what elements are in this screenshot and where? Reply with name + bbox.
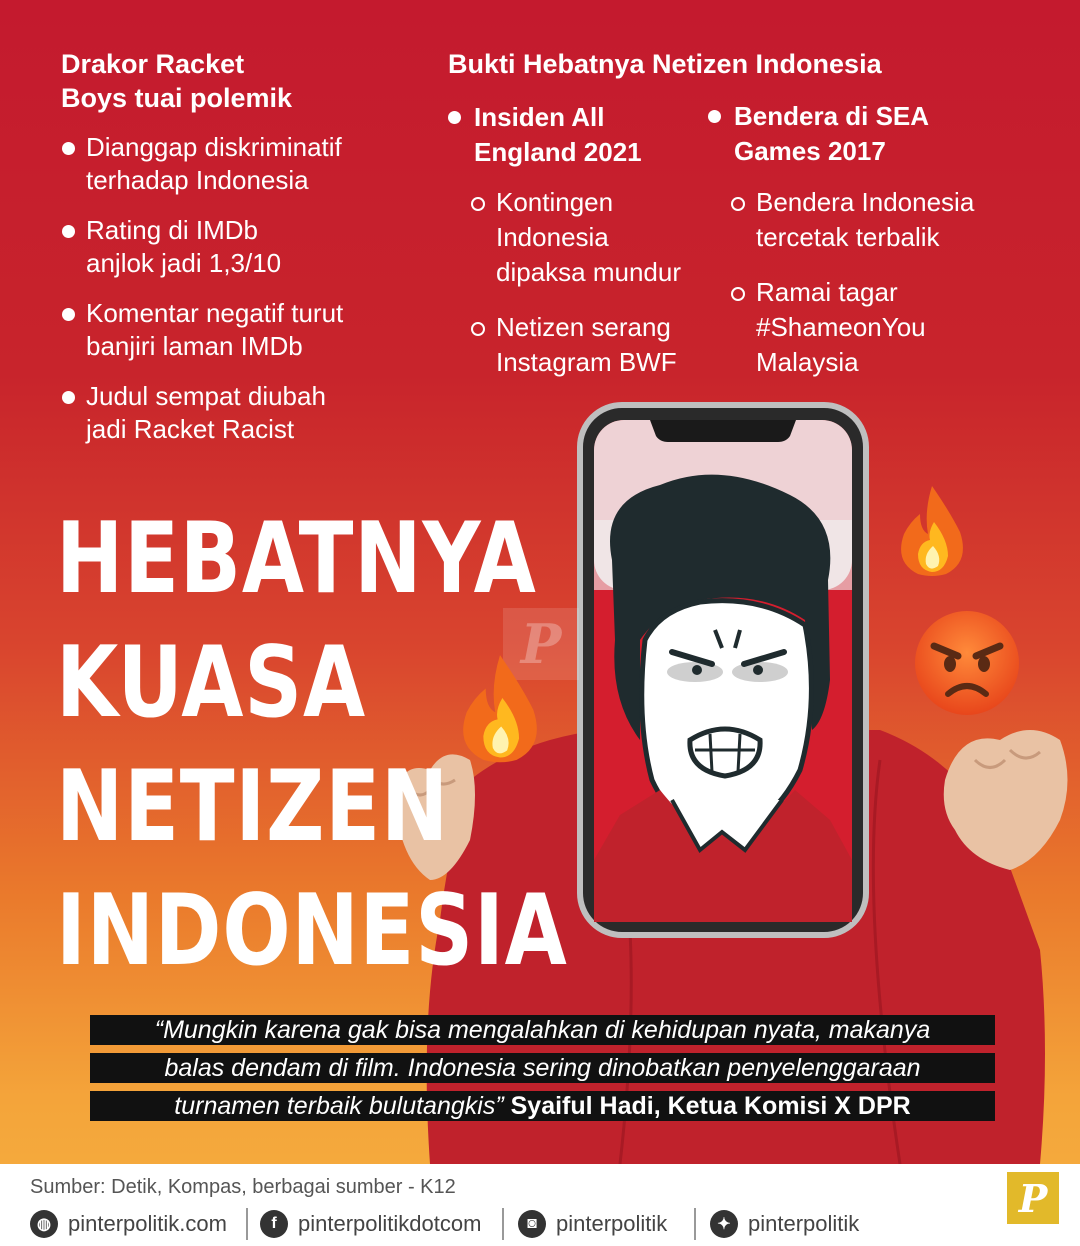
mouth (690, 729, 760, 776)
source-text: Sumber: Detik, Kompas, berbagai sumber - K12 (30, 1176, 456, 1198)
fire-emoji (890, 482, 974, 578)
watermark-logo: P (503, 608, 579, 680)
instagram-icon: ◙ (518, 1210, 546, 1238)
main-headline: HEBATNYA KUASA NETIZEN INDONESIA (56, 502, 568, 988)
sub-point: Bendera Indonesia tercetak terbalik (730, 185, 974, 255)
facebook-icon: f (260, 1210, 288, 1238)
sub-point: Kontingen Indonesia dipaksa mundur (470, 185, 681, 290)
section-all-england: Insiden All England 2021 (448, 100, 642, 170)
right-column-title: Bukti Hebatnya Netizen Indonesia (448, 49, 882, 79)
instagram-link[interactable]: ◙ pinterpolitik (518, 1208, 667, 1240)
quote-line: balas dendam di film. Indonesia sering dinobatkan penyelenggaraan (90, 1053, 995, 1083)
pinterpolitik-logo: P (1007, 1172, 1059, 1224)
quote-line: “Mungkin karena gak bisa mengalahkan di kehidupan nyata, makanya (90, 1015, 995, 1045)
globe-icon: ◍ (30, 1210, 58, 1238)
left-column-title: Drakor Racket Boys tuai polemik (61, 49, 293, 113)
divider (246, 1208, 248, 1240)
divider (694, 1208, 696, 1240)
angry-face-emoji (912, 608, 1022, 718)
list-item: Judul sempat diubah jadi Racket Racist (60, 380, 420, 446)
twitter-icon: ✦ (710, 1210, 738, 1238)
quote-line: turnamen terbaik bulutangkis” Syaiful Hadi, Ketua Komisi X DPR (90, 1091, 995, 1121)
website-link[interactable]: ◍ pinterpolitik.com (30, 1208, 227, 1240)
sub-point: Ramai tagar #ShameonYou Malaysia (730, 275, 926, 380)
list-item: Rating di IMDb anjlok jadi 1,3/10 (60, 214, 420, 280)
facebook-link[interactable]: f pinterpolitikdotcom (260, 1208, 481, 1240)
face (642, 601, 812, 832)
list-item: Komentar negatif turut banjiri laman IMDb (60, 297, 420, 363)
sub-point: Netizen serang Instagram BWF (470, 310, 677, 380)
quote-attribution: Syaiful Hadi, Ketua Komisi X DPR (510, 1092, 911, 1120)
divider (502, 1208, 504, 1240)
footer (0, 1164, 1080, 1246)
list-item: Dianggap diskriminatif terhadap Indonesia (60, 131, 420, 197)
section-sea-games: Bendera di SEA Games 2017 (708, 99, 929, 169)
twitter-link[interactable]: ✦ pinterpolitik (710, 1208, 859, 1240)
